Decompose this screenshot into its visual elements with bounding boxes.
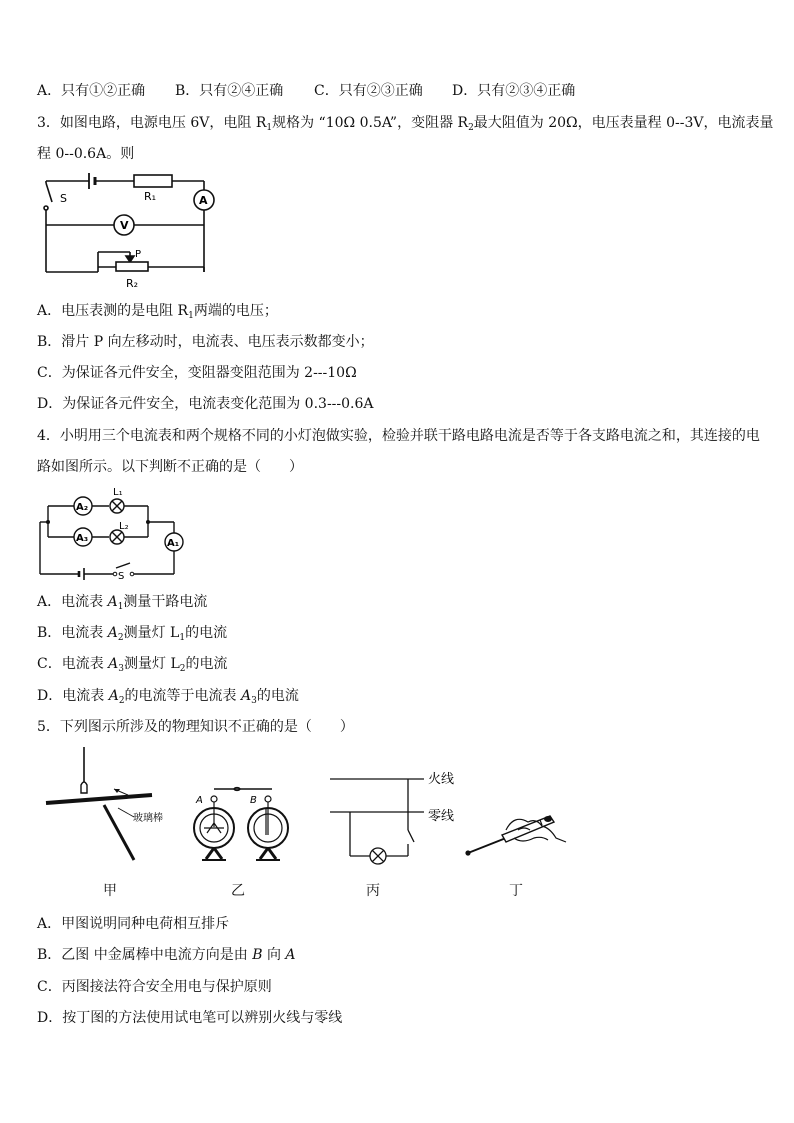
q4-stem-line2: 路如图所示。以下判断不正确的是（ ） [37, 459, 303, 475]
q4-l2-label: L₂ [119, 521, 129, 532]
q4-a3-label: A₃ [76, 533, 89, 544]
q3-ammeter-label: A [199, 194, 208, 207]
q3-circuit-diagram [36, 168, 216, 290]
q4-circuit-diagram [36, 484, 196, 584]
q4-option-d: D．电流表 $A_2$的电流等于电流表 $A_3$的电流 [37, 688, 299, 706]
q5-bing-live-wire-label: 火线 [428, 772, 455, 787]
q4-stem-line1: 4．小明用三个电流表和两个规格不同的小灯泡做实验，检验并联干路电路电流是否等于各支路电流之和，其连接的电 [37, 428, 760, 444]
q3-option-a: A．电压表测的是电阻 $R_1$两端的电压； [37, 303, 278, 321]
q3-option-b: B．滑片 P 向左移动时，电流表、电压表示数都变小； [37, 334, 374, 350]
q4-option-c: C．电流表 $A_3$测量灯 $L_2$的电流 [37, 656, 228, 674]
q4-switch-label: S [118, 571, 125, 582]
q5-figure-jia [44, 745, 194, 863]
q2-option-c: C．只有②③正确 [314, 83, 423, 99]
q5-bing-neutral-wire-label: 零线 [428, 809, 455, 824]
q3-r2-label: R₂ [126, 277, 139, 290]
q3-r1-label: R₁ [144, 190, 157, 203]
q2-options-row [37, 81, 575, 101]
q5-option-c: C．丙图接法符合安全用电与保护原则 [37, 979, 272, 995]
q2-option-d: D．只有②③④正确 [452, 83, 576, 99]
q5-caption-bing: 丙 [366, 883, 380, 899]
q3-voltmeter-label: V [120, 219, 129, 232]
q5-caption-yi: 乙 [231, 883, 245, 899]
q4-l1-label: L₁ [113, 487, 123, 498]
q5-caption-jia: 甲 [103, 883, 117, 899]
q4-a2-label: A₂ [76, 502, 89, 513]
q4-option-b: B．电流表 $A_2$测量灯 $L_1$的电流 [37, 625, 228, 643]
q5-option-d: D．按丁图的方法使用试电笔可以辨别火线与零线 [37, 1010, 343, 1026]
q2-option-b: B．只有②④正确 [175, 83, 284, 99]
q3-stem-line2: 程 0--0.6A。则 [37, 146, 135, 162]
q3-option-c: C．为保证各元件安全，变阻器变阻范围为 2---10Ω [37, 365, 357, 381]
q3-slider-label: P [135, 249, 142, 260]
q5-caption-ding: 丁 [509, 883, 523, 899]
q5-option-a: A．甲图说明同种电荷相互排斥 [37, 916, 230, 932]
q5-yi-b-label: B [250, 795, 257, 806]
q5-yi-a-label: A [196, 795, 203, 806]
q4-a1-label: A₁ [167, 538, 180, 549]
q5-figure-bing [328, 768, 468, 864]
q3-stem-line1: 3．如图电路，电源电压 6V，电阻 $R_1$规格为 “10Ω 0.5A”，变阻器 $R_2$最大阻值为 20Ω，电压表量程 0--3V，电流表量 [37, 115, 774, 133]
q5-figure-ding [462, 808, 572, 864]
q5-stem: 5．下列图示所涉及的物理知识不正确的是（ ） [37, 719, 354, 735]
q5-jia-glass-rod-label: 玻璃棒 [133, 813, 163, 824]
q3-switch-label: S [60, 192, 67, 205]
q3-option-d: D．为保证各元件安全，电流表变化范围为 0.3---0.6A [37, 396, 374, 412]
q4-option-a: A．电流表 $A_1$测量干路电流 [37, 594, 208, 612]
q5-option-b: B．乙图 中金属棒中电流方向是由 B 向 A [37, 947, 296, 963]
q2-option-a: A．只有①②正确 [37, 83, 146, 99]
q5-figure-yi [190, 785, 300, 865]
